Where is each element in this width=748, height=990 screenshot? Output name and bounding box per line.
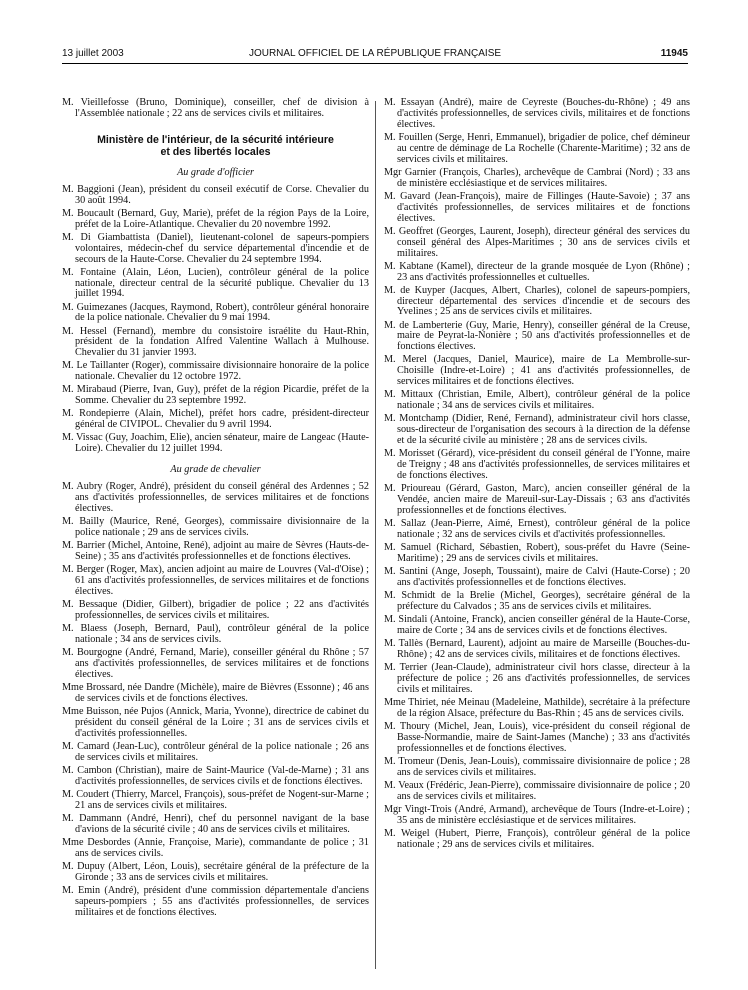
list-entry: M. Fouillen (Serge, Henri, Emmanuel), brigadier de police, chef démineur au centre de déminage de La Rochelle (Charente-Maritime) ; 32 ans de services civils et militaires. [384, 131, 690, 165]
knight-list-right [384, 98, 690, 851]
section-title-line-2: et des libertés locales [160, 145, 271, 158]
header-page-number: 11945 [660, 48, 688, 59]
list-entry: M. Sindali (Antoine, Franck), ancien conseiller général de la Haute-Corse, maire de Corte ; 34 ans de services civils et de fonctions électives. [384, 614, 690, 636]
section-title [62, 134, 369, 158]
list-entry: M. Hessel (Fernand), membre du consistoire israélite du Haut-Rhin, président de la fondation Alfred Valentine Wallach à Mulhouse. Chevalier du 31 janvier 1993. [62, 325, 369, 359]
list-entry: Mme Thiriet, née Meinau (Madeleine, Mathilde), secrétaire à la préfecture de la région Alsace, préfecture du Bas-Rhin ; 45 ans de services civils. [384, 696, 690, 719]
list-entry: M. Thoury (Michel, Jean, Louis), vice-président du conseil régional de Basse-Normandie, maire de Saint-James (Manche) ; 33 ans d'activités professionnelles et de fonctions électives. [384, 720, 690, 754]
list-entry: M. Aubry (Roger, André), président du conseil général des Ardennes ; 52 ans d'activités professionnelles, de services militaires et de fonctions électives. [62, 481, 369, 514]
header-rule [62, 63, 688, 64]
list-entry: M. Montchamp (Didier, René, Fernand), administrateur civil hors classe, sous-directeur de l'organisation des secours à la direction de la défense et de la sécurité civile au ministère ; 28 ans de services civils. [384, 413, 690, 447]
grade-heading-officer: Au grade d'officier [177, 166, 254, 178]
list-entry: Mgr Vingt-Trois (André, Armand), archevêque de Tours (Indre-et-Loire) ; 35 ans de ministère ecclésiastique et de services militaires. [384, 803, 690, 826]
list-entry: M. Cambon (Christian), maire de Saint-Maurice (Val-de-Marne) ; 31 ans d'activités professionnelles, de services civils et de fonctions électives. [62, 764, 369, 787]
header-date: 13 juillet 2003 [62, 48, 124, 59]
page-header [62, 48, 688, 62]
intro-list [62, 98, 369, 120]
list-entry: M. Prioureau (Gérard, Gaston, Marc), ancien conseiller général de la Vendée, ancien maire de Mareuil-sur-Lay-Dissais ; 63 ans d'activités professionnelles et de fonctions électives. [384, 483, 690, 516]
list-entry: M. Boucault (Bernard, Guy, Marie), préfet de la région Pays de la Loire, préfet de la Loire-Atlantique. Chevalier du 20 novembre 1992. [62, 207, 369, 230]
list-entry: M. Tromeur (Denis, Jean-Louis), commissaire divisionnaire de police ; 28 ans de services civils et militaires. [384, 755, 690, 778]
list-entry: M. Bailly (Maurice, René, Georges), commissaire divisionnaire de la police nationale ; 29 ans de services civils. [62, 516, 369, 538]
list-entry: M. Bourgogne (André, Fernand, Marie), conseiller général du Rhône ; 57 ans d'activités professionnelles, de services militaires et de fonctions électives. [62, 646, 369, 680]
list-entry: M. Weigel (Hubert, Pierre, François), contrôleur général de la police nationale ; 29 ans de services civils et militaires. [384, 827, 690, 850]
right-column [384, 98, 690, 853]
header-title: JOURNAL OFFICIEL DE LA RÉPUBLIQUE FRANÇAISE [248, 48, 502, 59]
column-divider [375, 101, 376, 969]
list-entry: M. Barrier (Michel, Antoine, René), adjoint au maire de Sèvres (Hauts-de-Seine) ; 35 ans d'activités professionnelles et de fonctions électives. [62, 540, 369, 562]
list-entry: M. Sallaz (Jean-Pierre, Aimé, Ernest), contrôleur général de la police nationale ; 32 ans de services civils et d'activités professionnelles. [384, 518, 690, 540]
list-entry: M. Blaess (Joseph, Bernard, Paul), contrôleur général de la police nationale ; 34 ans de services civils. [62, 622, 369, 645]
list-entry: M. Samuel (Richard, Sébastien, Robert), sous-préfet du Havre (Seine-Maritime) ; 29 ans de services civils et militaires. [384, 542, 690, 564]
list-entry: M. Tallès (Bernard, Laurent), adjoint au maire de Marseille (Bouches-du-Rhône) ; 42 ans de services civils, militaires et de fonctions électives. [384, 638, 690, 660]
list-entry: M. Veaux (Frédéric, Jean-Pierre), commissaire divisionnaire de police ; 20 ans de services civils et militaires. [384, 779, 690, 802]
list-entry: M. Fontaine (Alain, Léon, Lucien), contrôleur général de la police nationale, directeur central de la sécurité publique. Chevalier du 13 juillet 1994. [62, 266, 369, 300]
knight-list-left [62, 482, 369, 918]
list-entry: M. Di Giambattista (Daniel), lieutenant-colonel de sapeurs-pompiers volontaires, médecin-chef du service départemental d'incendie et de secours de la Haute-Corse. Chevalier du 24 septembre 1994. [62, 231, 369, 265]
section-title-line-1: Ministère de l'intérieur, de la sécurité intérieure [97, 133, 334, 146]
list-entry: M. Baggioni (Jean), président du conseil exécutif de Corse. Chevalier du 30 août 1994. [62, 183, 369, 206]
list-entry: M. Rondepierre (Alain, Michel), préfet hors cadre, président-directeur général de CIVIPOL. Chevalier du 9 avril 1994. [62, 408, 369, 431]
list-entry: Mme Buisson, née Pujos (Annick, Maria, Yvonne), directrice de cabinet du président du conseil général de la Loire ; 31 ans de services civils et d'activités professionnelles. [62, 705, 369, 739]
list-entry: Mme Desbordes (Annie, Françoise, Marie), commandante de police ; 31 ans de services civils. [62, 836, 369, 859]
list-entry: M. Santini (Ange, Joseph, Toussaint), maire de Calvi (Haute-Corse) ; 20 ans d'activités professionnelles et de fonctions électives. [384, 566, 690, 588]
list-entry: M. Emin (André), président d'une commission départementale d'anciens sapeurs-pompiers ; 55 ans d'activités professionnelles, de services militaires et de fonctions électives. [62, 884, 369, 918]
left-column [62, 98, 369, 921]
officer-list [62, 185, 369, 456]
list-entry: M. Dammann (André, Henri), chef du personnel navigant de la base d'avions de la sécurité civile ; 40 ans de services civils et militaires. [62, 812, 369, 835]
list-entry: M. Berger (Roger, Max), ancien adjoint au maire de Louvres (Val-d'Oise) ; 61 ans d'activités professionnelles, de services militaires et de fonctions électives. [62, 564, 369, 597]
list-entry: M. Le Taillanter (Roger), commissaire divisionnaire honoraire de la police nationale. Chevalier du 12 octobre 1972. [62, 360, 369, 383]
list-entry: M. Mittaux (Christian, Emile, Albert), contrôleur général de la police nationale ; 34 ans de services civils et militaires. [384, 389, 690, 412]
list-entry: M. Schmidt de la Brelie (Michel, Georges), secrétaire général de la préfecture du Calvados ; 35 ans de services civils et militaires. [384, 590, 690, 612]
list-entry: M. Coudert (Thierry, Marcel, François), sous-préfet de Nogent-sur-Marne ; 21 ans de services civils et militaires. [62, 788, 369, 811]
list-entry: M. Bessaque (Didier, Gilbert), brigadier de police ; 22 ans d'activités professionnelles, de services civils et militaires. [62, 598, 369, 621]
list-entry: M. Merel (Jacques, Daniel, Maurice), maire de La Membrolle-sur-Choisille (Indre-et-Loire) ; 41 ans d'activités professionnelles, de services militaires et de fonctions électives. [384, 354, 690, 388]
list-entry: Mme Brossard, née Dandre (Michèle), maire de Bièvres (Essonne) ; 46 ans de services civils et de fonctions électives. [62, 681, 369, 704]
list-entry: M. Kabtane (Kamel), directeur de la grande mosquée de Lyon (Rhône) ; 23 ans d'activités professionnelles et cultuelles. [384, 260, 690, 283]
list-entry: M. Camard (Jean-Luc), contrôleur général de la police nationale ; 26 ans de services civils et militaires. [62, 740, 369, 763]
list-entry: Mgr Garnier (François, Charles), archevêque de Cambrai (Nord) ; 33 ans de ministère ecclésiastique et de services militaires. [384, 166, 690, 189]
list-entry: M. Gavard (Jean-François), maire de Fillinges (Haute-Savoie) ; 37 ans d'activités professionnelles, de services militaires et de fonctions électives. [384, 190, 690, 224]
list-entry: M. Morisset (Gérard), vice-président du conseil général de l'Yonne, maire de Treigny ; 48 ans d'activités professionnelles, de services militaires et de fonctions électives. [384, 448, 690, 482]
list-entry: M. de Kuyper (Jacques, Albert, Charles), colonel de sapeurs-pompiers, directeur départemental des services d'incendie et de secours des Yvelines ; 25 ans de services civils et militaires. [384, 284, 690, 318]
list-entry: M. Essayan (André), maire de Ceyreste (Bouches-du-Rhône) ; 49 ans d'activités professionnelles, de services civils, militaires et de fonctions électives. [384, 97, 690, 130]
list-entry: M. Dupuy (Albert, Léon, Louis), secrétaire général de la préfecture de la Gironde ; 33 ans de services civils et militaires. [62, 860, 369, 883]
grade-heading-knight: Au grade de chevalier [170, 464, 261, 476]
list-entry: M. Geoffret (Georges, Laurent, Joseph), directeur général des services du conseil général des Alpes-Maritimes ; 30 ans de services civils et militaires. [384, 225, 690, 259]
list-entry: M. Terrier (Jean-Claude), administrateur civil hors classe, directeur à la préfecture de police ; 26 ans d'activités professionnelles, de services civils et militaires. [384, 662, 690, 695]
list-entry: M. Vieillefosse (Bruno, Dominique), conseiller, chef de division à l'Assemblée nationale ; 22 ans de services civils et militaires. [62, 97, 369, 119]
list-entry: M. Vissac (Guy, Joachim, Elie), ancien sénateur, maire de Langeac (Haute-Loire). Chevalier du 12 juillet 1994. [62, 432, 369, 455]
list-entry: M. Mirabaud (Pierre, Ivan, Guy), préfet de la région Picardie, préfet de la Somme. Chevalier du 23 septembre 1992. [62, 384, 369, 407]
list-entry: M. Guimezanes (Jacques, Raymond, Robert), contrôleur général honoraire de la police nationale. Chevalier du 9 mai 1994. [62, 301, 369, 324]
list-entry: M. de Lamberterie (Guy, Marie, Henry), conseiller général de la Creuse, maire de Peyrat-la-Nonière ; 50 ans d'activités professionnelles et de fonctions électives. [384, 319, 690, 353]
